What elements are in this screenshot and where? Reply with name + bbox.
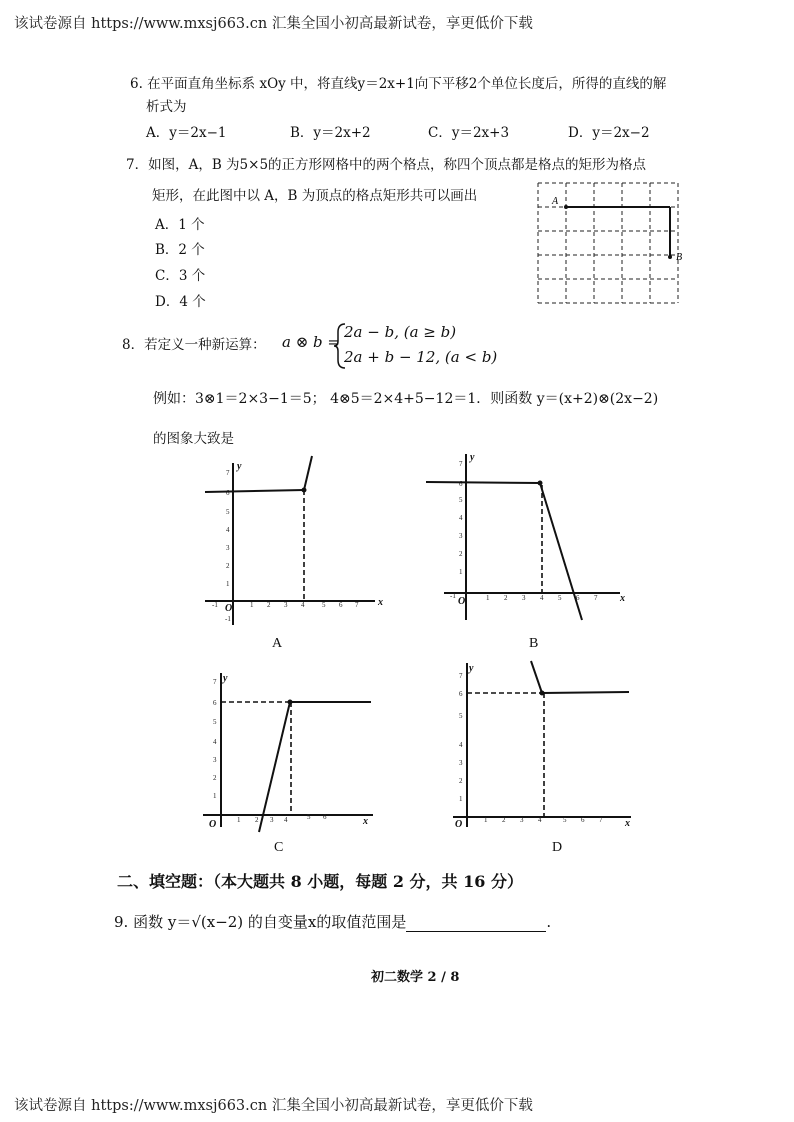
tick-label: 3	[213, 756, 217, 764]
tick-label: -1	[225, 615, 231, 623]
tick-label: 4	[213, 738, 217, 746]
q7-option-d: D．4 个	[155, 294, 206, 310]
tick-label: 3	[284, 601, 288, 609]
tick-label: 4	[459, 514, 463, 522]
tick-label: -1	[450, 592, 456, 600]
tick-label: 4	[301, 601, 305, 609]
header-source-note: 该试卷源自 https://www.mxsj663.cn 汇集全国小初高最新试卷，享更低价下载	[14, 16, 533, 32]
tick-label: 6	[459, 690, 463, 698]
question-9-text: 9. 函数 y＝√(x−2) 的自变量x的取值范围是	[114, 913, 407, 931]
tick-label: 6	[576, 594, 580, 602]
tick-label: 7	[213, 678, 217, 686]
tick-label: 2	[502, 816, 506, 824]
tick-label: 4	[538, 816, 542, 824]
tick-label: 5	[226, 508, 230, 516]
tick-label: 7	[355, 601, 359, 609]
graph-c-label: C	[274, 840, 284, 855]
tick-label: 3	[270, 816, 274, 824]
q8-line-3: 的图象大致是	[153, 431, 234, 447]
graph-d	[445, 655, 635, 835]
question-9-end: .	[546, 913, 552, 931]
graph-c-origin: O	[209, 819, 217, 830]
tick-label: 1	[213, 792, 217, 800]
q7-option-b: B．2 个	[155, 242, 205, 258]
q7-option-c: C．3 个	[155, 268, 206, 284]
q8-case-2: 2a + b − 12, (a < b)	[344, 348, 498, 366]
tick-label: 5	[459, 712, 463, 720]
tick-label: 7	[459, 672, 463, 680]
tick-label: 1	[486, 594, 490, 602]
graph-d-origin: O	[455, 819, 463, 830]
point-a-label: A	[552, 196, 559, 207]
graph-b-y-label: y	[470, 452, 475, 463]
footer-source-note: 该试卷源自 https://www.mxsj663.cn 汇集全国小初高最新试卷，享更低价下载	[14, 1098, 533, 1114]
q8-operation: a ⊗ b =	[282, 333, 340, 351]
tick-label: 2	[255, 816, 259, 824]
tick-label: 2	[459, 777, 463, 785]
tick-label: 3	[522, 594, 526, 602]
tick-label: 3	[520, 816, 524, 824]
q8-example: 例如：3⊗1＝2×3−1＝5； 4⊗5＝2×4+5−12＝1．则函数 y＝(x+2)⊗(2x−2)	[153, 391, 659, 407]
tick-label: 5	[459, 496, 463, 504]
question-8-line-1: 8．若定义一种新运算：	[122, 337, 266, 353]
tick-label: 1	[459, 795, 463, 803]
tick-label: 3	[459, 759, 463, 767]
tick-label: 1	[484, 816, 488, 824]
tick-label: 7	[599, 816, 603, 824]
q7-grid-figure	[530, 178, 690, 313]
q6-option-a: A．y＝2x−1	[146, 125, 227, 141]
graph-a-origin: O	[225, 603, 233, 614]
graph-a-x-label: x	[378, 597, 383, 608]
question-6-line-2: 析式为	[146, 99, 187, 115]
graph-d-x-label: x	[625, 818, 630, 829]
tick-label: 5	[307, 813, 311, 821]
tick-label: 6	[226, 489, 230, 497]
tick-label: 6	[339, 601, 343, 609]
q6-option-b: B．y＝2x+2	[290, 125, 371, 141]
graph-a-label: A	[272, 636, 283, 651]
tick-label: 6	[581, 816, 585, 824]
tick-label: 2	[267, 601, 271, 609]
tick-label: 7	[226, 469, 230, 477]
tick-label: 6	[323, 813, 327, 821]
graph-c-y-label: y	[223, 673, 228, 684]
question-7-line-1: 7．如图，A，B 为5×5的正方形网格中的两个格点，称四个顶点都是格点的矩形为格点	[126, 157, 647, 173]
question-7-line-2: 矩形，在此图中以 A，B 为顶点的格点矩形共可以画出	[152, 188, 478, 204]
tick-label: 3	[459, 532, 463, 540]
graph-d-label: D	[552, 840, 563, 855]
tick-label: 1	[250, 601, 254, 609]
page-number: 初二数学 2 / 8	[371, 970, 460, 985]
tick-label: 5	[213, 718, 217, 726]
tick-label: 5	[563, 816, 567, 824]
tick-label: 5	[558, 594, 562, 602]
section-2-title: 二、填空题：（本大题共 8 小题，每题 2 分，共 16 分）	[117, 872, 523, 891]
tick-label: -1	[212, 601, 218, 609]
graph-a-y-label: y	[237, 461, 242, 472]
question-6-line-1: 6. 在平面直角坐标系 xOy 中，将直线y＝2x+1向下平移2个单位长度后，所得的直线的解	[130, 76, 667, 92]
tick-label: 4	[459, 741, 463, 749]
graph-c-x-label: x	[363, 816, 368, 827]
tick-label: 1	[237, 816, 241, 824]
q8-case-1: 2a − b, (a ≥ b)	[344, 323, 457, 341]
tick-label: 7	[594, 594, 598, 602]
tick-label: 4	[540, 594, 544, 602]
tick-label: 2	[226, 562, 230, 570]
question-9	[114, 911, 551, 932]
tick-label: 6	[213, 699, 217, 707]
q7-option-a: A．1 个	[155, 217, 205, 233]
graph-b	[422, 448, 632, 628]
graph-b-origin: O	[458, 596, 466, 607]
tick-label: 2	[213, 774, 217, 782]
tick-label: 2	[459, 550, 463, 558]
tick-label: 1	[226, 580, 230, 588]
graph-d-y-label: y	[469, 663, 474, 674]
tick-label: 6	[459, 480, 463, 488]
q6-option-d: D．y＝2x−2	[568, 125, 650, 141]
tick-label: 2	[504, 594, 508, 602]
tick-label: 4	[226, 526, 230, 534]
graph-c	[195, 665, 385, 835]
answer-blank	[406, 917, 546, 932]
tick-label: 3	[226, 544, 230, 552]
q6-option-c: C．y＝2x+3	[428, 125, 510, 141]
tick-label: 1	[459, 568, 463, 576]
graph-a	[195, 455, 390, 630]
tick-label: 7	[459, 460, 463, 468]
graph-b-label: B	[529, 636, 539, 651]
tick-label: 4	[284, 816, 288, 824]
graph-b-x-label: x	[620, 593, 625, 604]
point-b-label: B	[676, 252, 683, 263]
tick-label: 5	[322, 601, 326, 609]
